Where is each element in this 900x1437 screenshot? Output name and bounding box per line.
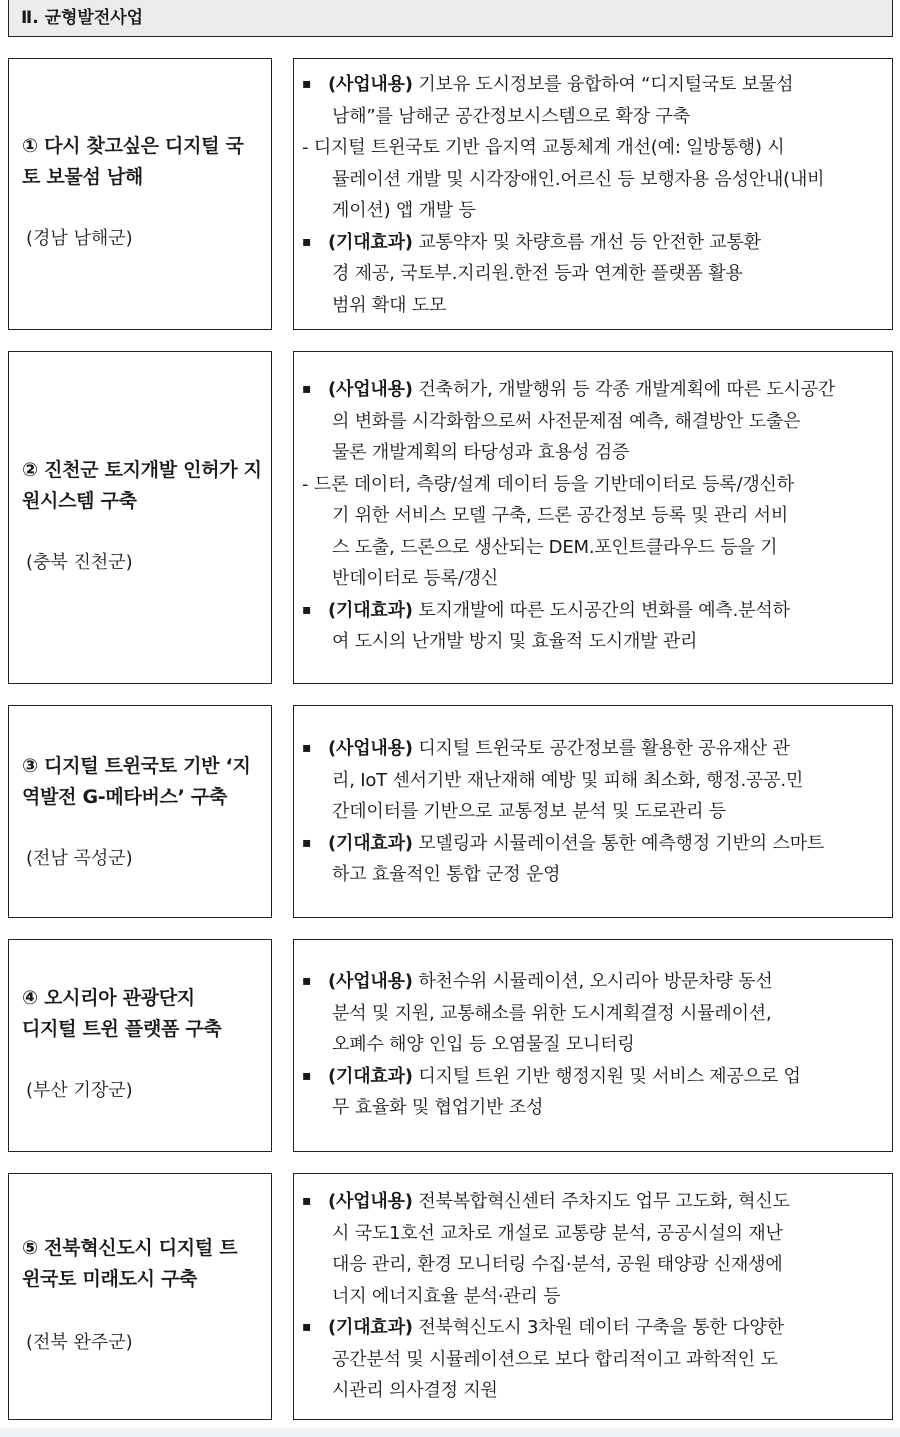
detail-line [302, 437, 888, 469]
detail-text: 무 효율화 및 협업기반 조성 [332, 1097, 544, 1118]
project-3-title-box [8, 705, 272, 918]
detail-line [302, 227, 888, 259]
detail-line [302, 69, 888, 101]
detail-text: 시 국도1호선 교차로 개설로 교통량 분석, 공공시설의 재난 [332, 1222, 783, 1244]
project-4-detail-box [293, 939, 893, 1152]
detail-line [302, 1312, 888, 1344]
section-label: (사업내용) [328, 738, 413, 759]
bullet-icon: ▪ [302, 973, 312, 989]
detail-text: 모델링과 시뮬레이션을 통한 예측행정 기반의 스마트 [412, 832, 825, 854]
detail-text: 반데이터로 등록/갱신 [332, 568, 499, 589]
detail-text: 오폐수 해양 인입 등 오염물질 모니터링 [332, 1034, 635, 1055]
detail-line [302, 563, 888, 595]
detail-text: 간데이터를 기반으로 교통정보 분석 및 도로관리 등 [332, 801, 727, 822]
detail-text: 디지털 트윈 기반 행정지원 및 서비스 제공으로 업 [412, 1065, 801, 1087]
detail-text: 게이션) 앱 개발 등 [332, 200, 476, 221]
detail-line [302, 1281, 888, 1313]
detail-text: 건축허가, 개발행위 등 각종 개발계획에 따른 도시공간 [412, 379, 836, 400]
detail-text: 토지개발에 따른 도시공간의 변화를 예측.분석하 [412, 599, 790, 621]
project-region: (전남 곡성군) [26, 848, 133, 869]
detail-text: 여 도시의 난개발 방지 및 효율적 도시개발 관리 [332, 631, 698, 652]
detail-line [302, 796, 888, 828]
detail-line [302, 998, 888, 1030]
project-region: (경남 남해군) [26, 228, 133, 249]
detail-line [302, 164, 888, 196]
project-region: (충북 진천군) [26, 552, 133, 573]
detail-line [302, 132, 888, 164]
detail-text: 하고 효율적인 통합 군정 운영 [332, 864, 561, 885]
project-2-lines [302, 374, 888, 658]
detail-line [302, 500, 888, 532]
project-2-detail-box [293, 351, 893, 684]
detail-line [302, 258, 888, 290]
detail-line [302, 1092, 888, 1124]
bullet-icon: ▪ [302, 1067, 312, 1084]
detail-text: 전북복합혁신센터 주차지도 업무 고도화, 혁신도 [412, 1191, 790, 1212]
detail-line [302, 1375, 888, 1407]
detail-line [302, 733, 888, 765]
project-region: (부산 기장군) [26, 1080, 133, 1101]
detail-text: 너지 에너지효율 분석·관리 등 [332, 1285, 561, 1307]
detail-text: 기보유 도시정보를 융합하여 “디지털국토 보물섬 [412, 74, 794, 95]
section-label: (기대효과) [328, 231, 413, 253]
detail-line [302, 101, 888, 133]
detail-line [302, 859, 888, 891]
project-title: ⑤ 전북혁신도시 디지털 트 윈국토 미래도시 구축 [22, 1237, 238, 1290]
detail-text: 디지털 트윈국토 공간정보를 활용한 공유재산 관 [412, 738, 790, 759]
section-title: Ⅱ. 균형발전사업 [21, 8, 144, 28]
detail-line [302, 828, 888, 860]
detail-line [302, 290, 888, 322]
section-header [8, 0, 893, 37]
detail-line [302, 532, 888, 564]
project-4-lines [302, 966, 888, 1124]
project-title: ③ 디지털 트윈국토 기반 ‘지 역발전 G-메타버스’ 구축 [22, 755, 251, 808]
project-5-detail-box [293, 1173, 893, 1420]
section-label: (사업내용) [328, 971, 413, 992]
project-2-title-box [8, 351, 272, 684]
detail-text: 교통약자 및 차량흐름 개선 등 안전한 교통환 [412, 231, 761, 253]
detail-line [302, 966, 888, 998]
section-label: (사업내용) [328, 379, 413, 400]
detail-line [302, 195, 888, 227]
project-3-lines [302, 733, 888, 891]
project-5-title-box [8, 1173, 272, 1420]
project-1-detail-box [293, 58, 893, 330]
page-bottom-strip [0, 1428, 900, 1437]
detail-text: 분석 및 지원, 교통해소를 위한 도시계획결정 시뮬레이션, [332, 1002, 772, 1024]
project-title: ④ 오시리아 관광단지 디지털 트윈 플랫폼 구축 [22, 987, 222, 1040]
detail-text: 하천수위 시뮬레이션, 오시리아 방문차량 동선 [412, 971, 773, 992]
detail-text: 시관리 의사결정 지원 [332, 1380, 498, 1401]
section-label: (기대효과) [328, 599, 413, 621]
detail-text: 공간분석 및 시뮬레이션으로 보다 합리적이고 과학적인 도 [332, 1348, 778, 1370]
bullet-icon: ▪ [302, 834, 312, 851]
detail-line [302, 1061, 888, 1093]
project-title: ① 다시 찾고싶은 디지털 국 토 보물섬 남해 [22, 135, 244, 188]
detail-line [302, 406, 888, 438]
bullet-icon: ▪ [302, 1319, 312, 1335]
bullet-icon: ▪ [302, 740, 312, 756]
detail-line [302, 595, 888, 627]
detail-line [302, 626, 888, 658]
detail-text: 범위 확대 도모 [332, 294, 447, 316]
detail-text: 기 위한 서비스 모델 구축, 드론 공간정보 등록 및 관리 서비 [332, 505, 789, 526]
detail-line [302, 1344, 888, 1376]
project-5-lines [302, 1186, 888, 1407]
bullet-icon: ▪ [302, 381, 312, 397]
project-title: ② 진천군 토지개발 인허가 지 원시스템 구축 [22, 459, 262, 512]
detail-text: 대응 관리, 환경 모니터링 수집·분석, 공원 태양광 신재생에 [332, 1254, 783, 1275]
section-label: (기대효과) [328, 1317, 413, 1338]
section-label: (기대효과) [328, 832, 413, 854]
detail-line [302, 765, 888, 797]
bullet-icon: ▪ [302, 233, 312, 250]
detail-text: 의 변화를 시각화함으로써 사전문제점 예측, 해결방안 도출은 [332, 410, 801, 432]
project-1-title-box [8, 58, 272, 330]
detail-line [302, 1029, 888, 1061]
detail-text: - 디지털 트윈국토 기반 읍지역 교통체계 개선(예: 일방통행) 시 [302, 137, 785, 158]
detail-text: 리, IoT 센서기반 재난재해 예방 및 피해 최소화, 행정.공공.민 [332, 769, 804, 791]
project-1-lines [302, 69, 888, 321]
section-label: (기대효과) [328, 1065, 413, 1087]
detail-text: 경 제공, 국토부.지리원.한전 등과 연계한 플랫폼 활용 [332, 263, 743, 284]
project-region: (전북 완주군) [26, 1332, 133, 1353]
detail-text: 전북혁신도시 3차원 데이터 구축을 통한 다양한 [412, 1317, 784, 1338]
detail-text: - 드론 데이터, 측량/설계 데이터 등을 기반데이터로 등록/갱신하 [302, 473, 794, 495]
detail-line [302, 1186, 888, 1218]
detail-text: 남해”를 남해군 공간정보시스템으로 확장 구축 [332, 105, 690, 127]
bullet-icon: ▪ [302, 601, 312, 618]
detail-line [302, 1218, 888, 1250]
detail-text: 스 도출, 드론으로 생산되는 DEM.포인트클라우드 등을 기 [332, 536, 778, 558]
section-label: (사업내용) [328, 1191, 413, 1212]
bullet-icon: ▪ [302, 1193, 312, 1209]
detail-line [302, 1249, 888, 1281]
project-3-detail-box [293, 705, 893, 918]
detail-text: 물론 개발계획의 타당성과 효용성 검증 [332, 442, 630, 463]
section-label: (사업내용) [328, 74, 413, 95]
detail-line [302, 374, 888, 406]
detail-line [302, 469, 888, 501]
project-4-title-box [8, 939, 272, 1152]
bullet-icon: ▪ [302, 76, 312, 92]
detail-text: 뮬레이션 개발 및 시각장애인.어르신 등 보행자용 음성안내(내비 [332, 168, 825, 190]
